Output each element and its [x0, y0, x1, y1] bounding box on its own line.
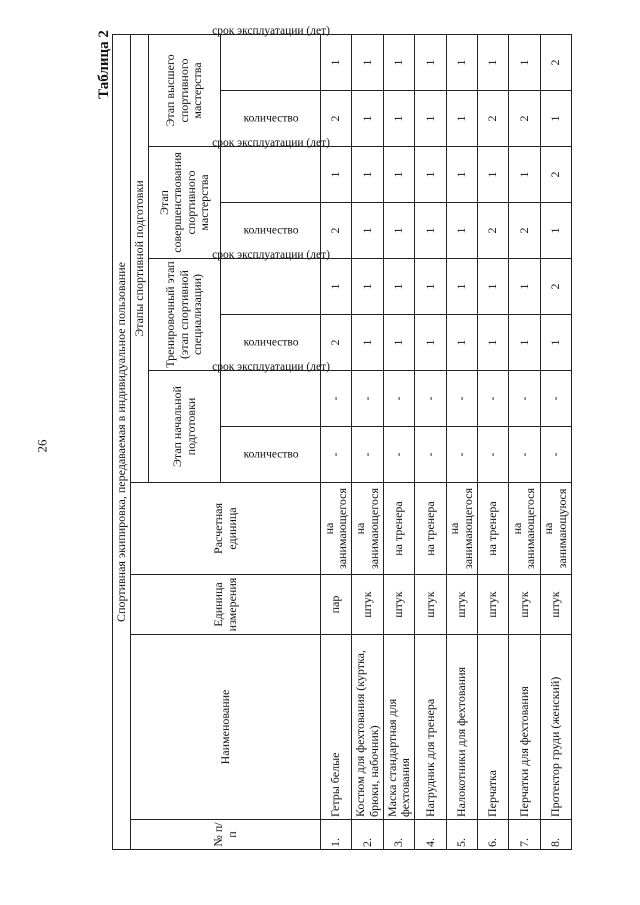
subheader-term-stage-2 [211, 249, 330, 315]
row-term-stage-1: - [383, 371, 414, 427]
subheader-term-label: срок эксплуатации (лет) [211, 137, 330, 150]
row-term-stage-3: 1 [415, 147, 446, 203]
row-quantity-stage-1: - [477, 427, 508, 483]
row-quantity-stage-3: 1 [383, 203, 414, 259]
row-quantity-stage-4: 1 [352, 91, 383, 147]
row-term-stage-3: 1 [383, 147, 414, 203]
row-quantity-stage-2: 1 [446, 315, 477, 371]
row-term-stage-3: 1 [321, 147, 352, 203]
row-calc-unit: на занимающуюся [540, 483, 571, 575]
row-term-stage-3: 1 [477, 147, 508, 203]
row-unit: штук [446, 575, 477, 635]
row-quantity-stage-3: 1 [352, 203, 383, 259]
table-row [415, 34, 446, 849]
row-name: Костюм для фехтования (куртка, брюки, набочник) [352, 635, 383, 820]
row-number: 7. [509, 820, 540, 850]
row-number: 1. [321, 820, 352, 850]
row-term-stage-4: 1 [415, 34, 446, 90]
row-quantity-stage-1: - [540, 427, 571, 483]
subheader-term-stage-4 [211, 25, 330, 90]
row-term-stage-2: 1 [383, 259, 414, 315]
row-term-stage-2: 1 [509, 259, 540, 315]
row-quantity-stage-3: 2 [477, 203, 508, 259]
row-quantity-stage-2: 1 [540, 315, 571, 371]
row-number: 8. [540, 820, 571, 850]
row-term-stage-2: 1 [352, 259, 383, 315]
header-stages: Этапы спортивной подготовки [131, 34, 149, 482]
row-name: Маска стандартная для фехтования [383, 635, 414, 820]
row-term-stage-1: - [321, 371, 352, 427]
row-quantity-stage-1: - [446, 427, 477, 483]
row-quantity-stage-2: 1 [509, 315, 540, 371]
row-name: Гетры белые [321, 635, 352, 820]
row-term-stage-2: 2 [540, 259, 571, 315]
row-quantity-stage-4: 1 [415, 91, 446, 147]
row-term-stage-1: - [477, 371, 508, 427]
row-quantity-stage-3: 1 [415, 203, 446, 259]
row-quantity-stage-3: 2 [509, 203, 540, 259]
row-term-stage-4: 1 [352, 34, 383, 90]
row-term-stage-3: 1 [352, 147, 383, 203]
row-quantity-stage-1: - [321, 427, 352, 483]
row-unit: штук [352, 575, 383, 635]
row-quantity-stage-1: - [415, 427, 446, 483]
row-unit: штук [477, 575, 508, 635]
row-quantity-stage-4: 1 [383, 91, 414, 147]
row-calc-unit: на занимающегося [509, 483, 540, 575]
header-num: № п/п [131, 820, 321, 850]
row-number: 3. [383, 820, 414, 850]
row-term-stage-3: 2 [540, 147, 571, 203]
row-term-stage-1: - [415, 371, 446, 427]
row-quantity-stage-1: - [352, 427, 383, 483]
row-term-stage-2: 1 [446, 259, 477, 315]
row-calc-unit: на тренера [383, 483, 414, 575]
row-calc-unit: на занимающегося [321, 483, 352, 575]
subheader-quantity-label: количество [243, 448, 299, 461]
row-unit: штук [540, 575, 571, 635]
table-row [540, 34, 571, 849]
row-term-stage-1: - [446, 371, 477, 427]
row-term-stage-4: 1 [509, 34, 540, 90]
row-calc-unit: на тренера [477, 483, 508, 575]
row-name: Налокотники для фехтования [446, 635, 477, 820]
row-number: 2. [352, 820, 383, 850]
row-unit: пар [321, 575, 352, 635]
page-number: 26 [34, 439, 50, 453]
header-stage-training: Тренировочный этап (этап спортивной специализации) [149, 259, 221, 371]
row-quantity-stage-4: 2 [321, 91, 352, 147]
row-name: Протектор груди (женский) [540, 635, 571, 820]
row-number: 4. [415, 820, 446, 850]
row-quantity-stage-2: 1 [415, 315, 446, 371]
row-quantity-stage-1: - [383, 427, 414, 483]
subheader-term-label: срок эксплуатации (лет) [211, 25, 330, 38]
subheader-quantity-label: количество [243, 336, 299, 349]
subheader-term-label: срок эксплуатации (лет) [211, 249, 330, 262]
header-name: Наименование [131, 635, 321, 820]
row-term-stage-4: 1 [446, 34, 477, 90]
row-name: Перчатка [477, 635, 508, 820]
row-term-stage-1: - [540, 371, 571, 427]
row-name: Нагрудник для тренера [415, 635, 446, 820]
subheader-term-label: срок эксплуатации (лет) [211, 361, 330, 374]
row-term-stage-3: 1 [509, 147, 540, 203]
row-term-stage-4: 2 [540, 34, 571, 90]
row-quantity-stage-3: 2 [321, 203, 352, 259]
row-quantity-stage-4: 1 [446, 91, 477, 147]
table-row [446, 34, 477, 849]
equipment-table [112, 25, 572, 850]
row-quantity-stage-2: 1 [477, 315, 508, 371]
header-calc-unit: Расчетная единица [131, 483, 321, 575]
table-row [321, 34, 352, 849]
row-calc-unit: на занимающегося [352, 483, 383, 575]
row-term-stage-2: 1 [477, 259, 508, 315]
row-quantity-stage-2: 2 [321, 315, 352, 371]
row-term-stage-2: 1 [321, 259, 352, 315]
table-row [352, 34, 383, 849]
table-row [383, 34, 414, 849]
row-quantity-stage-1: - [509, 427, 540, 483]
subheader-quantity-stage-1 [221, 427, 321, 483]
subheader-term-stage-1 [211, 361, 330, 427]
row-term-stage-3: 1 [446, 147, 477, 203]
row-quantity-stage-4: 1 [540, 91, 571, 147]
header-stage-improvement: Этап совершенствования спортивного мастерства [149, 147, 221, 259]
table-caption: Таблица 2 [95, 30, 112, 99]
table-row [509, 34, 540, 849]
row-quantity-stage-3: 1 [446, 203, 477, 259]
subheader-term-stage-3 [211, 137, 330, 203]
table-row [477, 34, 508, 849]
row-unit: штук [383, 575, 414, 635]
row-quantity-stage-4: 2 [477, 91, 508, 147]
row-term-stage-1: - [352, 371, 383, 427]
subheader-quantity-label: количество [243, 224, 299, 237]
header-stage-initial: Этап начальной подготовки [149, 371, 221, 483]
row-quantity-stage-2: 1 [352, 315, 383, 371]
row-term-stage-2: 1 [415, 259, 446, 315]
row-calc-unit: на тренера [415, 483, 446, 575]
header-stage-higher: Этап высшего спортивного мастерства [149, 34, 221, 146]
row-term-stage-4: 1 [321, 34, 352, 90]
row-quantity-stage-3: 1 [540, 203, 571, 259]
row-number: 5. [446, 820, 477, 850]
row-number: 6. [477, 820, 508, 850]
subheader-quantity-label: количество [243, 112, 299, 125]
equipment-table-container [112, 25, 572, 850]
header-unit: Единица измерения [131, 575, 321, 635]
row-name: Перчатки для фехтования [509, 635, 540, 820]
row-term-stage-1: - [509, 371, 540, 427]
row-unit: штук [415, 575, 446, 635]
row-quantity-stage-2: 1 [383, 315, 414, 371]
table-title: Спортивная экипировка, передаваемая в индивидуальное пользование [113, 34, 131, 849]
row-quantity-stage-4: 2 [509, 91, 540, 147]
row-unit: штук [509, 575, 540, 635]
row-term-stage-4: 1 [383, 34, 414, 90]
row-term-stage-4: 1 [477, 34, 508, 90]
row-calc-unit: на занимающегося [446, 483, 477, 575]
